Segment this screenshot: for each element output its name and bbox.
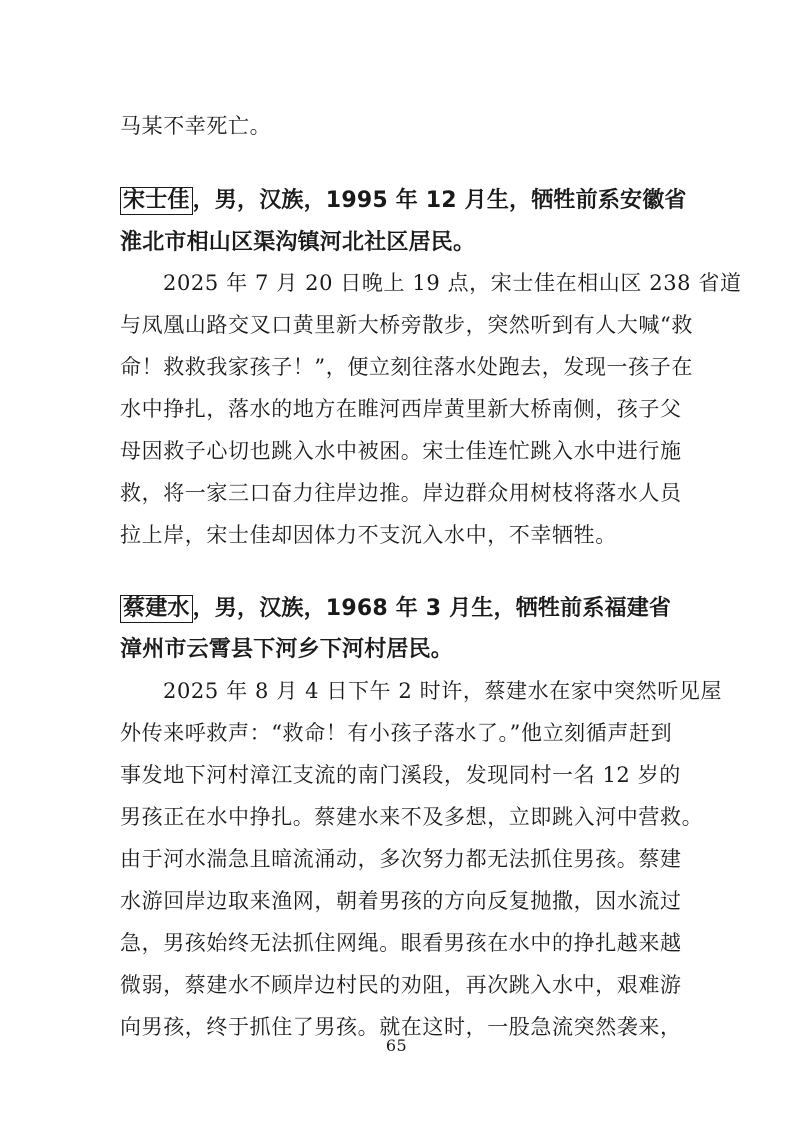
body-line: 微弱，蔡建水不顾岸边村民的劝阻，再次跳入水中，艰难游 [120,973,682,997]
body-line: 水中挣扎，落水的地方在睢河西岸黄里新大桥南侧，孩子父 [120,397,682,421]
body-line: 2025 年 7 月 20 日晚上 19 点，宋士佳在相山区 238 省道 [163,271,742,295]
body-line: 事发地下河村漳江支流的南门溪段，发现同村一名 12 岁的 [120,763,681,787]
body-line: 由于河水湍急且暗流涌动，多次努力都无法抓住男孩。蔡建 [120,847,682,871]
person-heading-rest: ，男，汉族，1968 年 3 月生，牺牲前系福建省 [192,596,672,621]
body-line: 命！救救我家孩子！”，便立刻往落水处跑去，发现一孩子在 [120,355,693,379]
person-name-box: 蔡建水 [120,595,193,623]
page-number: 65 [385,1036,408,1055]
person-heading-line-1 [120,594,680,624]
person-name-box: 宋士佳 [120,187,193,215]
body-line: 外传来呼救声：“救命！有小孩子落水了。”他立刻循声赶到 [120,721,673,745]
body-line: 男孩正在水中挣扎。蔡建水来不及多想，立即跳入河中营救。 [120,805,704,829]
body-line: 救，将一家三口奋力往岸边推。岸边群众用树枝将落水人员 [120,481,682,505]
intro-text: 马某不幸死亡。 [120,114,272,138]
person-heading-line-2: 淮北市相山区渠沟镇河北社区居民。 [120,230,476,255]
body-line: 水游回岸边取来渔网，朝着男孩的方向反复抛撒，因水流过 [120,889,682,913]
person-heading-line-1 [120,186,687,216]
body-line: 与凤凰山路交叉口黄里新大桥旁散步，突然听到有人大喊“救 [120,313,693,337]
body-line: 拉上岸，宋士佳却因体力不支沉入水中，不幸牺牲。 [120,523,617,547]
person-heading-line-2: 漳州市云霄县下河乡下河村居民。 [120,637,454,662]
body-line: 2025 年 8 月 4 日下午 2 时许，蔡建水在家中突然听见屋 [163,679,723,703]
body-line: 母因救子心切也跳入水中被困。宋士佳连忙跳入水中进行施 [120,439,682,463]
body-line: 急，男孩始终无法抓住网绳。眼看男孩在水中的挣扎越来越 [120,931,682,955]
body-line: 向男孩，终于抓住了男孩。就在这时，一股急流突然袭来， [120,1015,682,1039]
person-heading-rest: ，男，汉族，1995 年 12 月生，牺牲前系安徽省 [192,188,687,213]
